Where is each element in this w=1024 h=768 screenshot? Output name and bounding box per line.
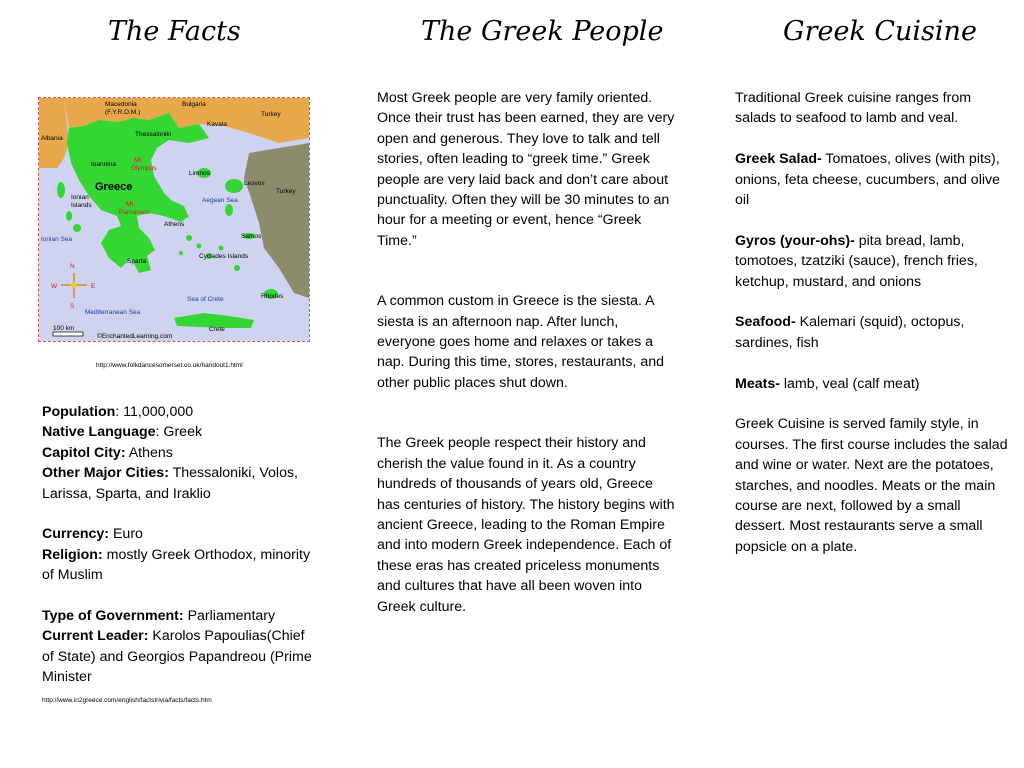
map-label-aegean-sea: Aegean Sea [202, 197, 238, 204]
people-paragraph-1: Most Greek people are very family oriented. Once their trust has been earned, they are very open and generous. They love to talk and tell stories, often leading to “greek time.” Greek people are very laid back and don’t care about punctuality. Often they will be 30 minutes to an hour for a meeting or event, hence “Greek Time.” [377, 90, 675, 249]
map-label-turkey: Turkey [276, 188, 296, 195]
government-label: Type of Government: [42, 608, 184, 625]
compass-w: W [51, 283, 58, 290]
map-source-link[interactable]: http://www.folkdancesomerset.co.uk/handout1.html [96, 362, 243, 369]
language-value: : Greek [155, 424, 203, 441]
map-island-cyclades-2 [197, 244, 202, 249]
fact-religion [42, 545, 314, 586]
map-label-turkey-top: Turkey [261, 111, 281, 118]
map-island-ionian [66, 211, 72, 221]
map-label-olympus: Olympus [131, 165, 157, 172]
cuisine-column [735, 88, 1013, 557]
map-island-lesvos [225, 179, 243, 193]
map-label-ionian-sea: Ionian Sea [41, 236, 73, 243]
people-paragraph-2: A common custom in Greece is the siesta. A siesta is an afternoon nap. After lunch, everyone goes home and relaxes or takes a nap. During this time, stores, restaurants, and other public places shut down. [377, 293, 665, 391]
map-label-rhodes: Rhodes [261, 293, 284, 300]
facts-column [42, 402, 314, 688]
cities-value: Thessaloniki, Volos, Larissa, Sparta, and Iraklio [42, 465, 298, 502]
fact-language [42, 422, 314, 442]
map-label-limnos: Limnos [189, 170, 210, 177]
map-label-macedonia: Macedonia [105, 101, 137, 108]
compass-s: S [70, 303, 75, 310]
meats-value: lamb, veal (calf meat) [779, 375, 920, 392]
map-label-fyrom: (F.Y.R.O.M.) [105, 109, 141, 116]
currency-value: Euro [109, 526, 143, 543]
map-label-albania: Albania [41, 135, 63, 142]
religion-label: Religion: [42, 546, 103, 563]
map-label-sea-of-crete: Sea of Crete [187, 296, 224, 303]
capitol-label: Capitol City: [42, 444, 126, 461]
map-island-cyclades-1 [186, 235, 192, 241]
map-label-cyclades: Cyclades Islands [199, 253, 249, 260]
map-label-mt-parnassos-1: Mt [126, 201, 134, 208]
fact-government [42, 606, 314, 626]
gyros-value: pita bread, lamb, tomotoes, tzatziki (sauce), french fries, ketchup, mustard, and onions [735, 232, 978, 290]
religion-value: mostly Greek Orthodox, minority of Muslim [42, 546, 311, 584]
compass-e: E [91, 283, 96, 290]
seafood-value: Kalemari (squid), octopus, sardines, fish [735, 314, 965, 351]
government-value: Parliamentary [183, 608, 276, 625]
map-label-sparta: Sparta [127, 258, 147, 265]
cities-label: Other Major Cities: [42, 465, 169, 482]
compass-center [71, 282, 77, 288]
salad-label: Greek Salad- [735, 151, 822, 168]
map-label-ioannina: Ioannina [91, 161, 116, 168]
map-island-dodecanese-1 [234, 265, 240, 271]
fact-capitol [42, 443, 314, 463]
map-label-lesvos: Lesvos [244, 180, 265, 187]
map-label-bulgaria: Bulgaria [182, 101, 206, 108]
map-label-mt-olympus-1: Mt [134, 157, 142, 164]
cuisine-served: Greek Cuisine is served family style, in courses. The first course includes the salad and wine or water. Next are the potatoes, starches, and noodles. Meats or the main course are next, followed by a small dessert. Most restaurants serve a small popsicle on a plate. [735, 416, 1008, 555]
map-label-ionian-islands-2: Islands [71, 202, 92, 209]
population-label: Population [42, 404, 116, 420]
map-label-mediterranean: Mediterranean Sea [85, 309, 141, 316]
facts-heading: The Facts [108, 16, 241, 47]
map-island-cyclades-5 [179, 251, 183, 255]
fact-population [42, 402, 314, 422]
cuisine-gyros [735, 231, 1013, 292]
cuisine-heading: Greek Cuisine [783, 16, 977, 47]
leader-value: Karolos Papoulias(Chief of State) and Georgios Papandreou (Prime Minister [42, 628, 312, 686]
fact-leader [42, 626, 314, 687]
map-label-athens: Athens [164, 221, 185, 228]
fact-cities [42, 463, 314, 504]
salad-value: Tomatoes, olives (with pits), onions, feta cheese, cucumbers, and olive oil [735, 151, 1000, 209]
cuisine-intro: Traditional Greek cuisine ranges from salads to seafood to lamb and veal. [735, 90, 972, 127]
greece-map [38, 97, 310, 342]
map-label-thessaloniki: Thessaloniki [135, 131, 172, 138]
people-paragraph-3: The Greek people respect their history and cherish the value found in it. As a country hundreds of thousands of years old, Greece has centuries of history. The history begins with ancient Greece, leading to the Roman Empire and into modern Greek independence. Each of these eras has created priceless monuments and cultures that have all been woven into Greek culture. [377, 435, 675, 615]
seafood-label: Seafood- [735, 314, 796, 331]
map-label-samos: Samos [241, 233, 262, 240]
language-label: Native Language [42, 424, 156, 441]
map-island-corfu [57, 182, 65, 198]
people-heading: The Greek People [421, 16, 664, 47]
map-island-cyclades-4 [219, 246, 224, 251]
map-label-greece: Greece [95, 181, 133, 193]
map-label-scale: 100 km [53, 325, 75, 332]
fact-currency [42, 524, 314, 544]
meats-label: Meats- [735, 375, 780, 392]
cuisine-seafood [735, 312, 1013, 353]
cuisine-meats [735, 374, 1013, 394]
map-island-ionian-2 [73, 224, 81, 232]
leader-label: Current Leader: [42, 628, 149, 645]
currency-label: Currency: [42, 526, 110, 543]
scale-bar [53, 332, 83, 336]
population-value: : 11,000,000 [115, 404, 194, 420]
map-label-crete: Crete [209, 326, 225, 333]
capitol-value: Athens [125, 444, 173, 461]
map-label-ionian-islands-1: Ionian [71, 194, 89, 201]
gyros-label: Gyros (your-ohs)- [735, 232, 855, 249]
map-credit: ©EnchantedLearning.com [97, 333, 173, 340]
compass-n: N [70, 263, 75, 270]
facts-source-link[interactable]: http://www.in2greece.com/english/factstrivia/facts/facts.htm [42, 697, 212, 704]
map-label-kavala: Kavala [207, 121, 227, 128]
map-island-chios [225, 204, 233, 216]
cuisine-salad [735, 149, 1013, 210]
people-column [377, 88, 675, 617]
map-label-parnassos: Parnassos [119, 209, 150, 216]
